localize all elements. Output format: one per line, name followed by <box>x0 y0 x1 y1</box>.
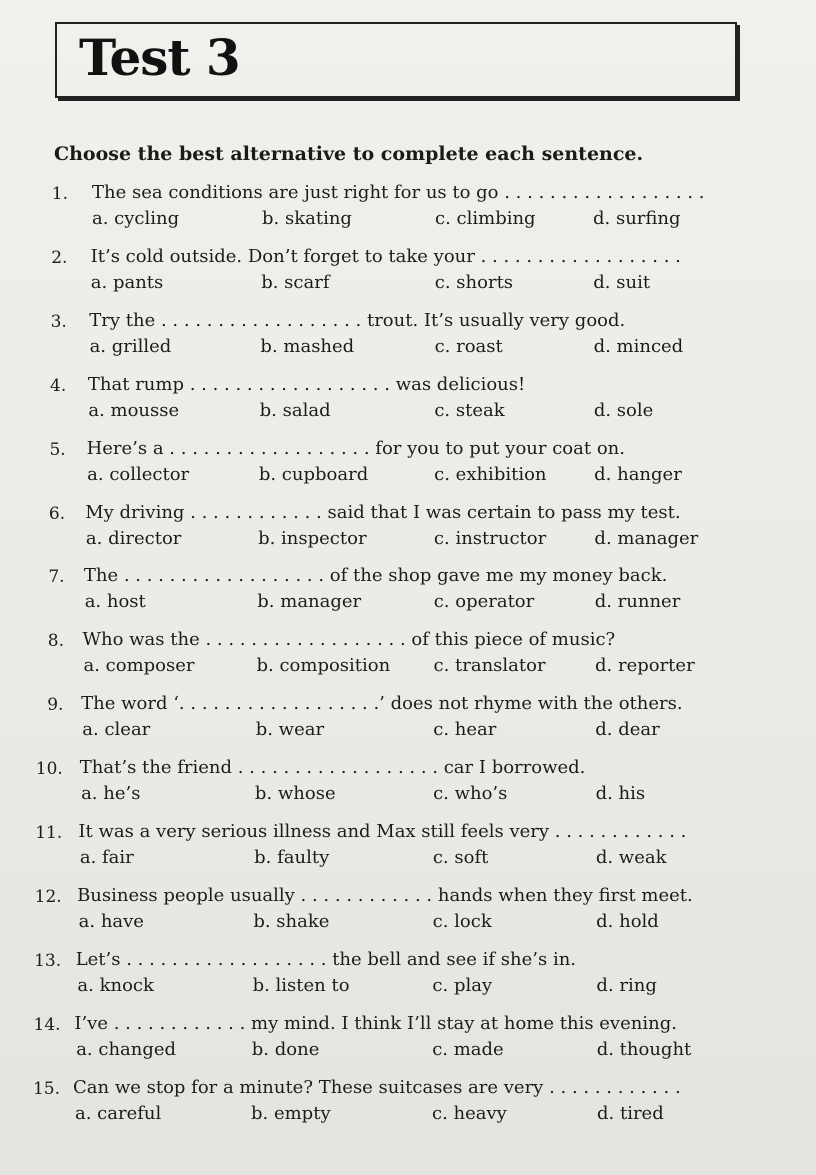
answer-option: b. salad <box>259 399 331 421</box>
question-number: 10. <box>35 759 63 780</box>
answer-option: b. empty <box>251 1102 331 1124</box>
question-text: That rump . . . . . . . . . . . . . . . . . . was delicious! <box>87 373 526 395</box>
answer-option: b. shake <box>253 910 330 932</box>
answer-option: c. hear <box>433 719 497 741</box>
question-number: 4. <box>50 375 67 396</box>
answer-option: b. manager <box>257 591 362 613</box>
answer-option: d. manager <box>594 527 699 549</box>
answer-option: a. fair <box>79 847 134 868</box>
answer-option: c. roast <box>434 335 503 357</box>
question-item <box>0 885 816 947</box>
answer-option: b. listen to <box>252 974 350 996</box>
answer-option: b. composition <box>256 655 391 677</box>
answer-option: a. mousse <box>88 399 180 421</box>
answer-option: a. have <box>78 910 144 932</box>
answer-option: b. faulty <box>254 847 330 868</box>
question-number: 6. <box>48 503 66 524</box>
answer-option: d. minced <box>593 335 684 357</box>
answer-option: d. his <box>595 783 646 805</box>
answer-option: a. composer <box>83 655 195 677</box>
answer-option: b. inspector <box>258 527 367 549</box>
answer-option: c. steak <box>434 399 505 421</box>
answer-option: c. soft <box>432 847 489 868</box>
question-text: Business people usually . . . . . . . . . . . . hands when they first meet. <box>77 884 693 906</box>
answer-option: a. collector <box>87 463 190 485</box>
answer-option: a. grilled <box>89 335 172 357</box>
answer-option: b. skating <box>262 208 352 229</box>
answer-option: c. climbing <box>435 208 536 229</box>
answer-option: c. instructor <box>433 527 547 549</box>
answer-option: b. done <box>251 1038 320 1060</box>
answer-option: d. reporter <box>595 655 695 677</box>
question-text: Here’s a . . . . . . . . . . . . . . . . . . for you to put your coat on. <box>86 437 625 459</box>
question-text: The . . . . . . . . . . . . . . . . . . of the shop gave me my money back. <box>83 565 668 587</box>
answer-option: a. careful <box>75 1102 162 1124</box>
question-item <box>0 629 816 691</box>
page-title: Test 3 <box>79 28 240 87</box>
question-text: That’s the friend . . . . . . . . . . . . . . . . . . car I borrowed. <box>79 757 586 779</box>
answer-option: c. exhibition <box>434 463 547 485</box>
answer-option: b. wear <box>255 719 325 741</box>
answer-option: a. changed <box>76 1038 177 1060</box>
question-item <box>0 438 816 500</box>
question-item <box>0 1077 816 1139</box>
answer-option: c. heavy <box>432 1102 507 1124</box>
answer-option: a. knock <box>77 974 154 996</box>
question-text: My driving . . . . . . . . . . . . said that I was certain to pass my test. <box>85 501 681 523</box>
answer-option: c. play <box>432 974 493 996</box>
answer-option: d. thought <box>596 1038 692 1060</box>
question-item <box>0 502 816 564</box>
question-item <box>0 821 816 883</box>
question-text: Who was the . . . . . . . . . . . . . . . . . . of this piece of music? <box>82 629 616 651</box>
answer-option: c. shorts <box>434 271 514 293</box>
answer-option: c. made <box>432 1038 504 1060</box>
question-number: 1. <box>51 184 68 204</box>
question-text: Let’s . . . . . . . . . . . . . . . . . . the bell and see if she’s in. <box>75 948 577 970</box>
question-item <box>0 949 816 1011</box>
answer-option: c. who’s <box>433 783 508 805</box>
question-number: 9. <box>47 695 64 716</box>
question-item <box>0 374 816 436</box>
question-number: 11. <box>35 823 63 843</box>
answer-option: b. scarf <box>261 271 330 293</box>
answer-option: b. cupboard <box>258 463 369 485</box>
question-item <box>0 310 816 372</box>
answer-option: d. ring <box>596 974 657 996</box>
answer-option: d. runner <box>594 591 681 613</box>
answer-option: d. suit <box>593 271 651 293</box>
question-number: 15. <box>32 1078 60 1099</box>
question-item <box>0 693 816 755</box>
answer-option: c. translator <box>433 655 546 677</box>
answer-option: c. operator <box>433 591 535 613</box>
question-number: 13. <box>34 950 62 971</box>
question-text: Can we stop for a minute? These suitcases are very . . . . . . . . . . . . <box>73 1076 681 1098</box>
answer-option: d. tired <box>597 1102 664 1124</box>
question-text: I’ve . . . . . . . . . . . . my mind. I think I’ll stay at home this evening. <box>74 1012 677 1034</box>
answer-option: d. hold <box>596 910 659 932</box>
question-text: The word ‘. . . . . . . . . . . . . . . . . .’ does not rhyme with the others. <box>81 693 683 715</box>
question-number: 3. <box>50 311 67 332</box>
question-number: 14. <box>33 1014 61 1035</box>
question-item <box>0 246 816 308</box>
question-item <box>0 757 816 819</box>
answer-option: d. dear <box>595 719 660 741</box>
answer-option: a. clear <box>82 719 151 741</box>
question-item <box>0 182 816 244</box>
question-item <box>0 565 816 627</box>
answer-option: d. hanger <box>594 463 682 485</box>
question-number: 12. <box>34 886 62 907</box>
answer-option: b. whose <box>254 783 336 805</box>
answer-option: a. pants <box>90 271 164 293</box>
answer-option: b. mashed <box>260 335 355 357</box>
answer-option: c. lock <box>432 910 492 932</box>
question-item <box>0 1013 816 1075</box>
question-number: 2. <box>51 247 68 268</box>
instructions: Choose the best alternative to complete each sentence. <box>54 143 644 165</box>
question-number: 7. <box>48 567 65 588</box>
question-text: Try the . . . . . . . . . . . . . . . . . . trout. It’s usually very good. <box>89 309 626 331</box>
question-text: It was a very serious illness and Max still feels very . . . . . . . . . . . . <box>78 821 687 842</box>
answer-option: d. surfing <box>593 208 681 229</box>
answer-option: a. host <box>84 591 146 613</box>
title-box <box>55 22 737 98</box>
answer-option: a. director <box>85 527 182 549</box>
answer-option: d. weak <box>595 847 667 868</box>
answer-option: d. sole <box>593 399 654 421</box>
question-text: It’s cold outside. Don’t forget to take your . . . . . . . . . . . . . . . . . . <box>90 245 681 267</box>
question-text: The sea conditions are just right for us to go . . . . . . . . . . . . . . . . . . <box>92 182 705 203</box>
answer-option: a. he’s <box>81 783 141 805</box>
answer-option: a. cycling <box>92 208 180 229</box>
question-number: 5. <box>49 439 66 460</box>
question-number: 8. <box>47 631 64 652</box>
